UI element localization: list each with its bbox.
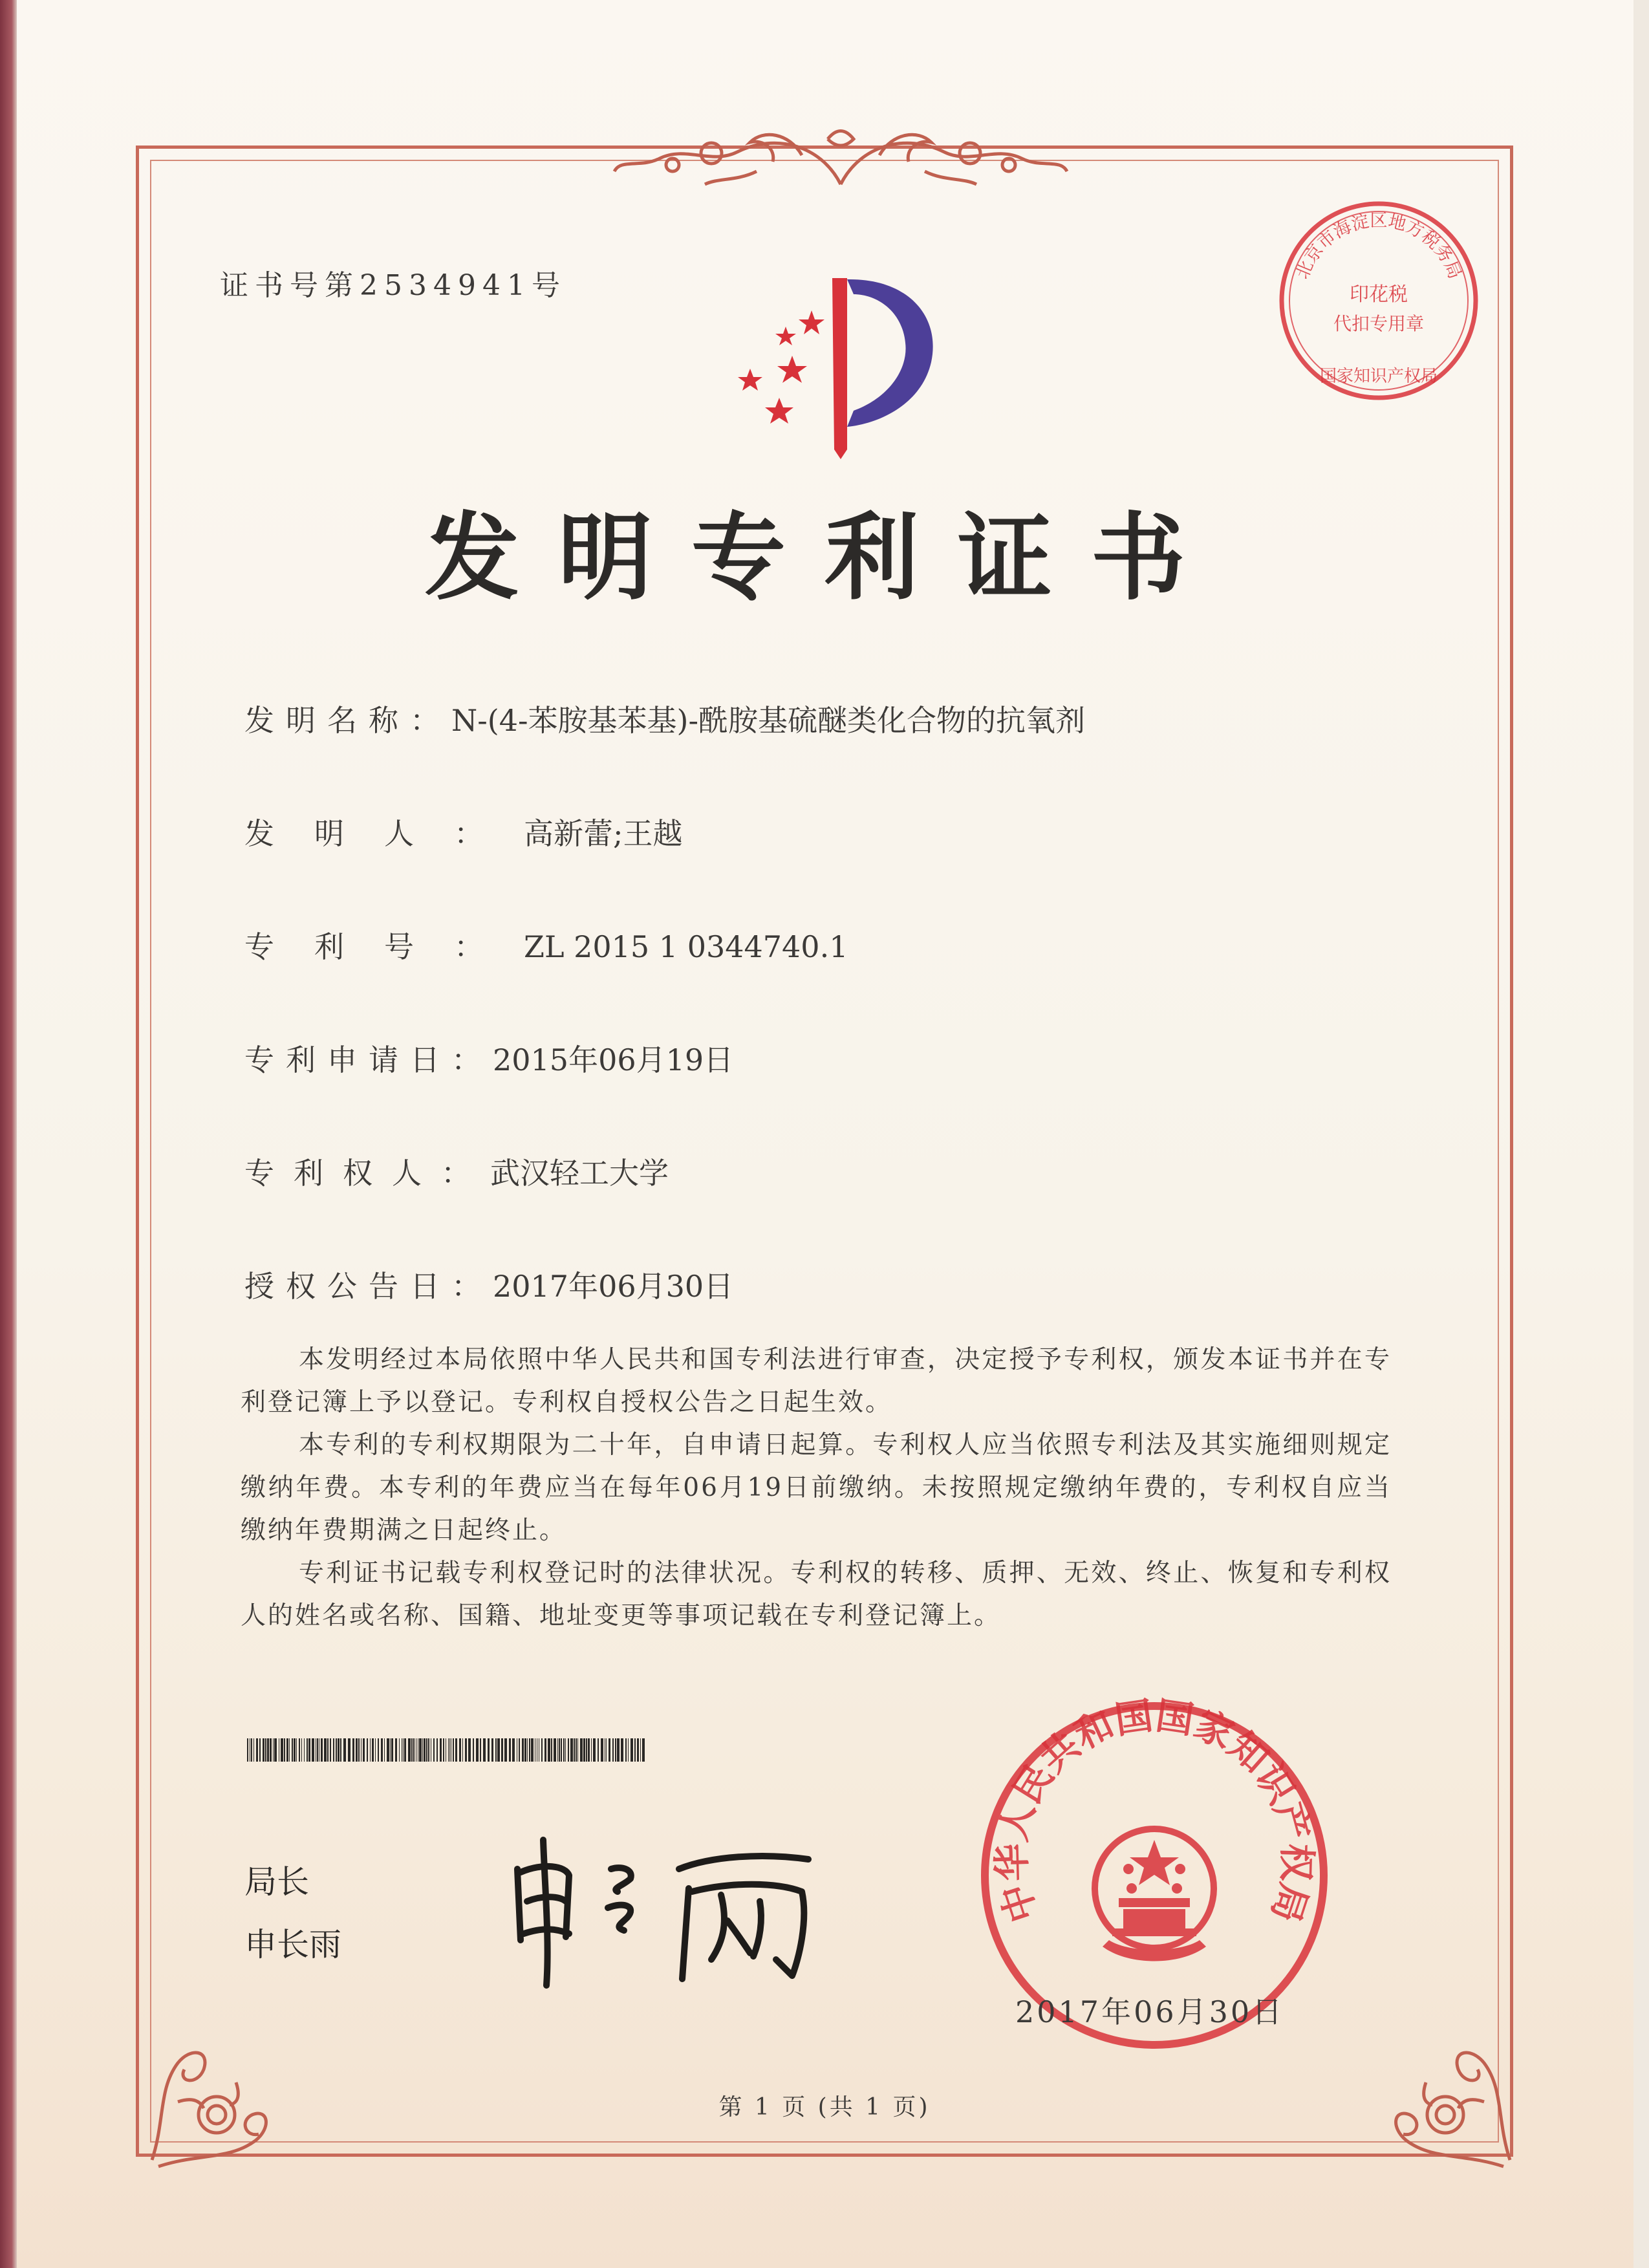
- barcode-bar: [531, 1738, 534, 1762]
- barcode-bar: [615, 1738, 616, 1762]
- barcode-bar: [422, 1738, 423, 1762]
- barcode-bar: [399, 1738, 400, 1762]
- barcode-bar: [524, 1738, 526, 1762]
- director-signature: [504, 1830, 841, 1992]
- barcode-bar: [601, 1738, 603, 1762]
- field-value: N-(4-苯胺基苯基)-酰胺基硫醚类化合物的抗氧剂: [451, 703, 1086, 738]
- barcode-bar: [403, 1738, 404, 1762]
- barcode-bar: [529, 1738, 530, 1762]
- barcode-bar: [476, 1738, 479, 1762]
- barcode: [247, 1738, 648, 1762]
- svg-text:国家知识产权局: 国家知识产权局: [1319, 367, 1438, 386]
- barcode-bar: [606, 1738, 607, 1762]
- barcode-bar: [628, 1738, 629, 1762]
- barcode-bar: [296, 1738, 297, 1762]
- barcode-bar: [340, 1738, 341, 1762]
- barcode-bar: [338, 1738, 339, 1762]
- barcode-bar: [625, 1738, 627, 1762]
- barcode-bar: [273, 1738, 274, 1762]
- barcode-bar: [544, 1738, 546, 1762]
- barcode-bar: [404, 1738, 406, 1762]
- barcode-bar: [281, 1738, 283, 1762]
- svg-text:北京市海淀区地方税务局: 北京市海淀区地方税务局: [1292, 210, 1465, 282]
- barcode-bar: [424, 1738, 426, 1762]
- barcode-bar: [370, 1738, 371, 1762]
- director-name: 申长雨: [244, 1926, 341, 1963]
- barcode-bar: [473, 1738, 474, 1762]
- barcode-bar: [436, 1738, 438, 1762]
- field-label: 专利申请日：: [244, 1042, 493, 1077]
- barcode-bar: [433, 1738, 435, 1762]
- certificate-number: 证书号第2534941号: [220, 269, 566, 302]
- barcode-bar: [519, 1738, 520, 1762]
- barcode-bar: [570, 1738, 573, 1762]
- svg-text:代扣专用章: 代扣专用章: [1333, 313, 1425, 334]
- barcode-bar: [321, 1738, 323, 1762]
- barcode-bar: [428, 1738, 429, 1762]
- field-value: 2015年06月19日: [493, 1042, 734, 1077]
- barcode-bar: [330, 1738, 331, 1762]
- barcode-bar: [391, 1738, 393, 1762]
- barcode-bar: [621, 1738, 623, 1762]
- barcode-bar: [495, 1738, 497, 1762]
- barcode-bar: [449, 1738, 450, 1762]
- field-label: 专利权人：: [244, 1156, 490, 1191]
- barcode-bar: [307, 1738, 308, 1762]
- barcode-bar: [308, 1738, 310, 1762]
- barcode-bar: [356, 1738, 358, 1762]
- barcode-bar: [462, 1738, 463, 1762]
- field-label: 发明名称：: [244, 703, 451, 738]
- certificate-body: [241, 1339, 1392, 1637]
- body-paragraph: 本发明经过本局依照中华人民共和国专利法进行审查，决定授予专利权，颁发本证书并在专利登记簿上予以登记。专利权自授权公告之日起生效。: [241, 1345, 1392, 1417]
- barcode-bar: [551, 1738, 552, 1762]
- barcode-bar: [491, 1738, 493, 1762]
- barcode-bar: [598, 1738, 599, 1762]
- barcode-bar: [563, 1738, 565, 1762]
- barcode-bar: [541, 1738, 543, 1762]
- barcode-bar: [588, 1738, 590, 1762]
- barcode-bar: [591, 1738, 592, 1762]
- field-label: 专利号：: [244, 929, 524, 964]
- barcode-bar: [289, 1738, 290, 1762]
- barcode-bar: [574, 1738, 575, 1762]
- barcode-bar: [352, 1738, 354, 1762]
- page-number: 第 1 页 (共 1 页): [718, 2094, 931, 2121]
- barcode-bar: [617, 1738, 620, 1762]
- barcode-bar: [453, 1738, 454, 1762]
- barcode-bar: [548, 1738, 550, 1762]
- barcode-bar: [299, 1738, 300, 1762]
- certificate-title: 发明专利证书: [425, 502, 1224, 613]
- barcode-bar: [284, 1738, 285, 1762]
- barcode-bar: [256, 1738, 258, 1762]
- barcode-bar: [576, 1738, 577, 1762]
- barcode-bar: [642, 1738, 645, 1762]
- barcode-bar: [408, 1738, 411, 1762]
- field-patent-number: [244, 923, 848, 966]
- barcode-bar: [559, 1738, 560, 1762]
- barcode-bar: [426, 1738, 427, 1762]
- barcode-bar: [411, 1738, 413, 1762]
- barcode-bar: [455, 1738, 457, 1762]
- barcode-bar: [630, 1738, 633, 1762]
- barcode-bar: [395, 1738, 397, 1762]
- tax-stamp-seal: [1275, 197, 1482, 404]
- barcode-bar: [577, 1738, 578, 1762]
- barcode-bar: [512, 1738, 515, 1762]
- barcode-bar: [358, 1738, 360, 1762]
- barcode-bar: [274, 1738, 277, 1762]
- barcode-bar: [634, 1738, 636, 1762]
- barcode-bar: [509, 1738, 511, 1762]
- field-grant-date: [244, 1263, 733, 1306]
- barcode-bar: [586, 1738, 587, 1762]
- barcode-bar: [327, 1738, 329, 1762]
- barcode-bar: [363, 1738, 365, 1762]
- barcode-bar: [390, 1738, 391, 1762]
- barcode-bar: [580, 1738, 583, 1762]
- field-value: ZL 2015 1 0344740.1: [524, 929, 848, 964]
- field-filing-date: [244, 1037, 733, 1079]
- barcode-bar: [568, 1738, 569, 1762]
- barcode-bar: [565, 1738, 566, 1762]
- barcode-bar: [294, 1738, 296, 1762]
- barcode-bar: [419, 1738, 422, 1762]
- barcode-bar: [253, 1738, 254, 1762]
- barcode-bar: [640, 1738, 641, 1762]
- svg-text:印花税: 印花税: [1350, 283, 1408, 306]
- barcode-bar: [465, 1738, 467, 1762]
- barcode-bar: [501, 1738, 503, 1762]
- barcode-bar: [522, 1738, 524, 1762]
- barcode-bar: [270, 1738, 272, 1762]
- field-value: 武汉轻工大学: [490, 1156, 669, 1191]
- field-invention-name: [244, 697, 1085, 740]
- svg-text:中华人民共和国国家知识产权局: 中华人民共和国国家知识产权局: [989, 1694, 1319, 1928]
- body-paragraph: 本专利的专利权期限为二十年，自申请日起算。专利权人应当依照专利法及其实施细则规定缴纳年费。本专利的年费应当在每年06月19日前缴纳。未按照规定缴纳年费的，专利权自应当缴纳年费期满之日起终止。: [241, 1431, 1392, 1545]
- field-value: 高新蕾;王越: [524, 816, 683, 851]
- field-label: 授权公告日：: [244, 1269, 493, 1304]
- issue-date: 2017年06月30日: [1015, 1994, 1285, 2029]
- barcode-bar: [247, 1738, 248, 1762]
- barcode-bar: [304, 1738, 305, 1762]
- barcode-bar: [343, 1738, 346, 1762]
- barcode-bar: [527, 1738, 528, 1762]
- barcode-bar: [259, 1738, 261, 1762]
- field-inventor: [244, 810, 683, 853]
- barcode-bar: [312, 1738, 314, 1762]
- barcode-bar: [367, 1738, 368, 1762]
- barcode-bar: [317, 1738, 318, 1762]
- barcode-bar: [443, 1738, 444, 1762]
- barcode-bar: [609, 1738, 610, 1762]
- field-label: 发明人：: [244, 816, 524, 851]
- barcode-bar: [468, 1738, 471, 1762]
- barcode-bar: [372, 1738, 374, 1762]
- barcode-bar: [286, 1738, 288, 1762]
- barcode-bar: [324, 1738, 327, 1762]
- barcode-bar: [637, 1738, 639, 1762]
- barcode-bar: [504, 1738, 507, 1762]
- book-spine: [0, 0, 17, 2268]
- barcode-bar: [292, 1738, 293, 1762]
- barcode-bar: [387, 1738, 389, 1762]
- barcode-bar: [375, 1738, 376, 1762]
- barcode-bar: [251, 1738, 252, 1762]
- barcode-bar: [336, 1738, 337, 1762]
- barcode-bar: [267, 1738, 269, 1762]
- director-title: 局长: [244, 1863, 309, 1901]
- barcode-bar: [301, 1738, 302, 1762]
- barcode-bar: [333, 1738, 334, 1762]
- barcode-bar: [263, 1738, 264, 1762]
- field-patentee: [244, 1150, 669, 1193]
- barcode-bar: [561, 1738, 562, 1762]
- barcode-bar: [440, 1738, 442, 1762]
- barcode-bar: [593, 1738, 596, 1762]
- top-ornament: [608, 120, 1073, 194]
- barcode-bar: [612, 1738, 614, 1762]
- barcode-bar: [557, 1738, 558, 1762]
- barcode-bar: [348, 1738, 350, 1762]
- cnipa-logo-icon: [715, 265, 960, 459]
- barcode-bar: [497, 1738, 500, 1762]
- barcode-bar: [384, 1738, 385, 1762]
- barcode-bar: [554, 1738, 556, 1762]
- barcode-bar: [378, 1738, 379, 1762]
- field-value: 2017年06月30日: [493, 1269, 734, 1304]
- body-paragraph: 专利证书记载专利权登记时的法律状况。专利权的转移、质押、无效、终止、恢复和专利权人的姓名或名称、国籍、地址变更等事项记载在专利登记簿上。: [241, 1559, 1392, 1630]
- barcode-bar: [459, 1738, 461, 1762]
- barcode-bar: [381, 1738, 383, 1762]
- barcode-bar: [265, 1738, 266, 1762]
- barcode-bar: [583, 1738, 585, 1762]
- barcode-bar: [448, 1738, 449, 1762]
- barcode-bar: [413, 1738, 415, 1762]
- barcode-bar: [480, 1738, 481, 1762]
- barcode-bar: [488, 1738, 490, 1762]
- barcode-bar: [483, 1738, 486, 1762]
